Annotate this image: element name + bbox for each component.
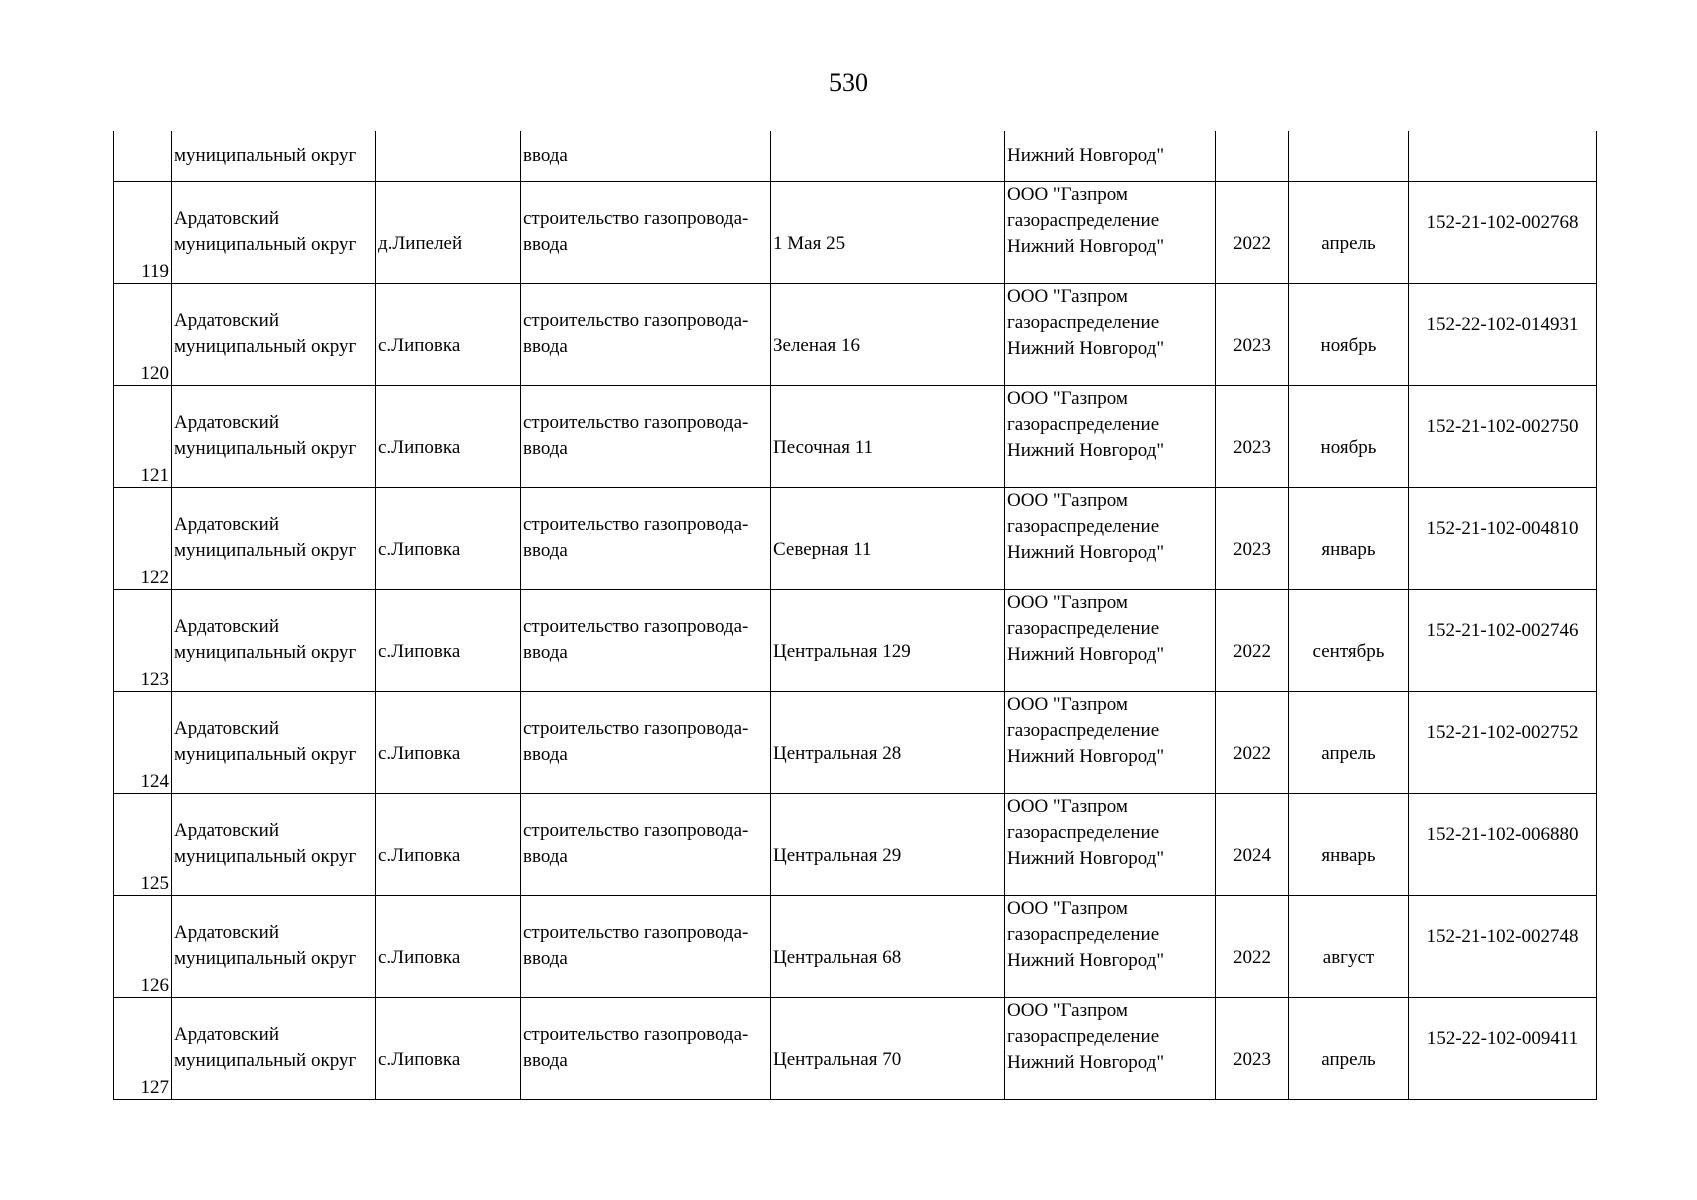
cell-year <box>1216 487 1289 589</box>
cell-code <box>1409 487 1597 589</box>
cell-code <box>1409 691 1597 793</box>
cell-year <box>1216 691 1289 793</box>
cell-district <box>172 793 376 895</box>
district-line: Ардатовский <box>174 412 279 433</box>
cell-place <box>376 385 521 487</box>
district-line: муниципальный округ <box>174 948 357 969</box>
cell-district <box>172 487 376 589</box>
contractor-line: газораспределение <box>1007 617 1160 639</box>
address-text: Центральная 129 <box>773 641 911 662</box>
cell-work <box>521 283 771 385</box>
page-number: 530 <box>829 68 868 97</box>
contractor-line: Нижний Новгород" <box>1007 847 1165 869</box>
continuation-row <box>114 131 1597 181</box>
code-value: 152-21-102-002752 <box>1426 721 1579 743</box>
row-number: 124 <box>140 770 169 792</box>
year-value: 2023 <box>1233 437 1271 458</box>
cell-row-number <box>114 487 172 589</box>
cell-contractor <box>1005 283 1216 385</box>
contractor-line: ООО "Газпром <box>1007 693 1128 715</box>
cell-row-number <box>114 793 172 895</box>
address-text: Песочная 11 <box>773 437 874 458</box>
place-name: с.Липовка <box>378 437 461 458</box>
cell-address <box>771 487 1005 589</box>
cell-place <box>376 283 521 385</box>
cell-place <box>376 181 521 283</box>
cell-code <box>1409 895 1597 997</box>
contractor-line: ООО "Газпром <box>1007 285 1128 307</box>
table-row <box>114 895 1597 997</box>
work-line: строительство газопровода- <box>523 616 749 637</box>
cell-contractor <box>1005 997 1216 1099</box>
cell-place <box>376 997 521 1099</box>
cell-district <box>172 283 376 385</box>
contractor-line: газораспределение <box>1007 311 1160 333</box>
contractor-line: ООО "Газпром <box>1007 897 1128 919</box>
row-number: 127 <box>140 1076 169 1098</box>
place-name: д.Липелей <box>378 233 463 254</box>
contractor-line: газораспределение <box>1007 821 1160 843</box>
cell-place <box>376 691 521 793</box>
month-value: ноябрь <box>1320 437 1377 458</box>
district-line: муниципальный округ <box>174 438 357 459</box>
code-value: 152-21-102-002748 <box>1426 925 1579 947</box>
cell-work <box>521 385 771 487</box>
code-value: 152-21-102-006880 <box>1426 823 1579 845</box>
address-text: Центральная 29 <box>773 845 902 866</box>
row-number: 123 <box>140 668 169 690</box>
work-line: ввода <box>523 948 568 969</box>
month-value: сентябрь <box>1312 641 1385 662</box>
cell-contractor <box>1005 181 1216 283</box>
cell-month <box>1289 691 1409 793</box>
cell-row-number <box>114 283 172 385</box>
cell-year <box>1216 997 1289 1099</box>
contractor-line: ООО "Газпром <box>1007 795 1128 817</box>
district-line: муниципальный округ <box>174 744 357 765</box>
cell-year <box>1216 589 1289 691</box>
place-name: с.Липовка <box>378 1049 461 1070</box>
contractor-line: газораспределение <box>1007 209 1160 231</box>
work-line: ввода <box>523 438 568 459</box>
cell-work <box>521 131 771 181</box>
contractor-line: ООО "Газпром <box>1007 591 1128 613</box>
registry-table <box>113 131 1597 1100</box>
cell-district <box>172 181 376 283</box>
year-value: 2022 <box>1233 947 1271 968</box>
cell-place <box>376 589 521 691</box>
address-text: Центральная 28 <box>773 743 902 764</box>
contractor-line: Нижний Новгород" <box>1007 949 1165 971</box>
cell-address <box>771 385 1005 487</box>
cell-month <box>1289 589 1409 691</box>
work-line: ввода <box>523 336 568 357</box>
contractor-line: Нижний Новгород" <box>1007 1051 1165 1073</box>
cell-place <box>376 131 521 181</box>
cell-code <box>1409 997 1597 1099</box>
cell-contractor <box>1005 793 1216 895</box>
cell-address <box>771 181 1005 283</box>
district-line: Ардатовский <box>174 616 279 637</box>
code-value: 152-21-102-002768 <box>1426 211 1579 233</box>
cell-contractor <box>1005 691 1216 793</box>
month-value: апрель <box>1321 233 1376 254</box>
contractor-line: газораспределение <box>1007 413 1160 435</box>
cell-month <box>1289 385 1409 487</box>
cell-district <box>172 997 376 1099</box>
cell-month <box>1289 131 1409 181</box>
cell-address <box>771 691 1005 793</box>
work-line: строительство газопровода- <box>523 718 749 739</box>
cell-code <box>1409 131 1597 181</box>
year-value: 2023 <box>1233 539 1271 560</box>
work-line: ввода <box>523 540 568 561</box>
cell-district <box>172 589 376 691</box>
cell-row-number <box>114 589 172 691</box>
row-number: 126 <box>140 974 169 996</box>
contractor-line: Нижний Новгород" <box>1007 439 1165 461</box>
place-name: с.Липовка <box>378 641 461 662</box>
address-text: Центральная 70 <box>773 1049 902 1070</box>
cell-address <box>771 997 1005 1099</box>
contractor-line: ООО "Газпром <box>1007 489 1128 511</box>
cell-month <box>1289 793 1409 895</box>
year-value: 2023 <box>1233 335 1271 356</box>
month-value: апрель <box>1321 1049 1376 1070</box>
place-name: с.Липовка <box>378 335 461 356</box>
row-number: 125 <box>140 872 169 894</box>
table-row <box>114 181 1597 283</box>
contractor-line: газораспределение <box>1007 719 1160 741</box>
cell-num <box>114 131 172 181</box>
contractor-line: Нижний Новгород" <box>1007 235 1165 257</box>
address-text: Зеленая 16 <box>773 335 860 356</box>
cell-address <box>771 793 1005 895</box>
row-number: 121 <box>140 464 169 486</box>
district-line: Ардатовский <box>174 718 279 739</box>
cell-work <box>521 691 771 793</box>
cell-address <box>771 283 1005 385</box>
place-name: с.Липовка <box>378 947 461 968</box>
month-value: январь <box>1321 845 1376 866</box>
cell-code <box>1409 283 1597 385</box>
cell-contractor <box>1005 895 1216 997</box>
cell-row-number <box>114 181 172 283</box>
work-line: строительство газопровода- <box>523 922 749 943</box>
code-value: 152-22-102-009411 <box>1426 1027 1579 1049</box>
place-name: с.Липовка <box>378 539 461 560</box>
cell-contractor <box>1005 487 1216 589</box>
cell-year <box>1216 895 1289 997</box>
district-line: муниципальный округ <box>174 234 357 255</box>
cell-place <box>376 487 521 589</box>
district-line: Ардатовский <box>174 1024 279 1045</box>
cell-contractor <box>1005 385 1216 487</box>
cell-month <box>1289 997 1409 1099</box>
contractor-line: ООО "Газпром <box>1007 183 1128 205</box>
cell-code <box>1409 181 1597 283</box>
cell-row-number <box>114 997 172 1099</box>
work-line: строительство газопровода- <box>523 514 749 535</box>
district-line: муниципальный округ <box>174 1050 357 1071</box>
cell-row-number <box>114 385 172 487</box>
work-line: ввода <box>523 144 568 166</box>
district-line: Ардатовский <box>174 820 279 841</box>
cell-year <box>1216 283 1289 385</box>
cell-place <box>376 793 521 895</box>
work-line: строительство газопровода- <box>523 208 749 229</box>
district-line: Ардатовский <box>174 310 279 331</box>
work-line: ввода <box>523 846 568 867</box>
cell-district <box>172 691 376 793</box>
cell-district <box>172 385 376 487</box>
work-line: ввода <box>523 1050 568 1071</box>
cell-year <box>1216 181 1289 283</box>
cell-district <box>172 895 376 997</box>
place-name: с.Липовка <box>378 743 461 764</box>
district-line: муниципальный округ <box>174 846 357 867</box>
row-number: 122 <box>140 566 169 588</box>
contractor-line: Нижний Новгород" <box>1007 643 1165 665</box>
row-number: 119 <box>141 260 169 282</box>
table-row <box>114 793 1597 895</box>
year-value: 2022 <box>1233 641 1271 662</box>
cell-work <box>521 487 771 589</box>
district-line: муниципальный округ <box>174 540 357 561</box>
table-body <box>114 131 1597 1099</box>
cell-work <box>521 589 771 691</box>
contractor-line: Нижний Новгород" <box>1007 745 1165 767</box>
cell-year <box>1216 793 1289 895</box>
cell-work <box>521 181 771 283</box>
cell-month <box>1289 283 1409 385</box>
month-value: ноябрь <box>1320 335 1377 356</box>
contractor-line: ООО "Газпром <box>1007 999 1128 1021</box>
cell-work <box>521 895 771 997</box>
cell-contractor <box>1005 131 1216 181</box>
table-row <box>114 487 1597 589</box>
table-row <box>114 691 1597 793</box>
contractor-line: Нижний Новгород" <box>1007 541 1165 563</box>
contractor-line: Нижний Новгород" <box>1007 337 1165 359</box>
contractor-line: газораспределение <box>1007 1025 1160 1047</box>
code-value: 152-21-102-004810 <box>1426 517 1579 539</box>
cell-year <box>1216 385 1289 487</box>
year-value: 2023 <box>1233 1049 1271 1070</box>
cell-address <box>771 131 1005 181</box>
district-line: Ардатовский <box>174 208 279 229</box>
work-line: строительство газопровода- <box>523 1024 749 1045</box>
contractor-line: Нижний Новгород" <box>1007 144 1165 166</box>
cell-month <box>1289 181 1409 283</box>
work-line: ввода <box>523 234 568 255</box>
district-line: муниципальный округ <box>174 336 357 357</box>
cell-row-number <box>114 691 172 793</box>
place-name: с.Липовка <box>378 845 461 866</box>
year-value: 2024 <box>1233 845 1271 866</box>
contractor-line: газораспределение <box>1007 515 1160 537</box>
row-number: 120 <box>140 362 169 384</box>
cell-row-number <box>114 895 172 997</box>
code-value: 152-21-102-002746 <box>1426 619 1579 641</box>
table-row <box>114 589 1597 691</box>
cell-month <box>1289 487 1409 589</box>
address-text: Северная 11 <box>773 539 872 560</box>
cell-work <box>521 997 771 1099</box>
cell-code <box>1409 385 1597 487</box>
table-row <box>114 997 1597 1099</box>
month-value: январь <box>1321 539 1376 560</box>
work-line: строительство газопровода- <box>523 820 749 841</box>
district-line: Ардатовский <box>174 514 279 535</box>
district-line: Ардатовский <box>174 922 279 943</box>
table-row <box>114 385 1597 487</box>
work-line: строительство газопровода- <box>523 412 749 433</box>
work-line: ввода <box>523 642 568 663</box>
cell-year <box>1216 131 1289 181</box>
cell-code <box>1409 793 1597 895</box>
cell-address <box>771 895 1005 997</box>
address-text: Центральная 68 <box>773 947 902 968</box>
code-value: 152-21-102-002750 <box>1426 415 1579 437</box>
cell-code <box>1409 589 1597 691</box>
cell-address <box>771 589 1005 691</box>
code-value: 152-22-102-014931 <box>1426 313 1579 335</box>
month-value: август <box>1322 947 1375 968</box>
cell-district <box>172 131 376 181</box>
work-line: ввода <box>523 744 568 765</box>
district-line: муниципальный округ <box>174 642 357 663</box>
month-value: апрель <box>1321 743 1376 764</box>
work-line: строительство газопровода- <box>523 310 749 331</box>
cell-contractor <box>1005 589 1216 691</box>
district-line: муниципальный округ <box>174 144 357 166</box>
cell-place <box>376 895 521 997</box>
year-value: 2022 <box>1233 743 1271 764</box>
contractor-line: ООО "Газпром <box>1007 387 1128 409</box>
cell-work <box>521 793 771 895</box>
cell-month <box>1289 895 1409 997</box>
address-text: 1 Мая 25 <box>773 233 846 254</box>
contractor-line: газораспределение <box>1007 923 1160 945</box>
year-value: 2022 <box>1233 233 1271 254</box>
table-row <box>114 283 1597 385</box>
